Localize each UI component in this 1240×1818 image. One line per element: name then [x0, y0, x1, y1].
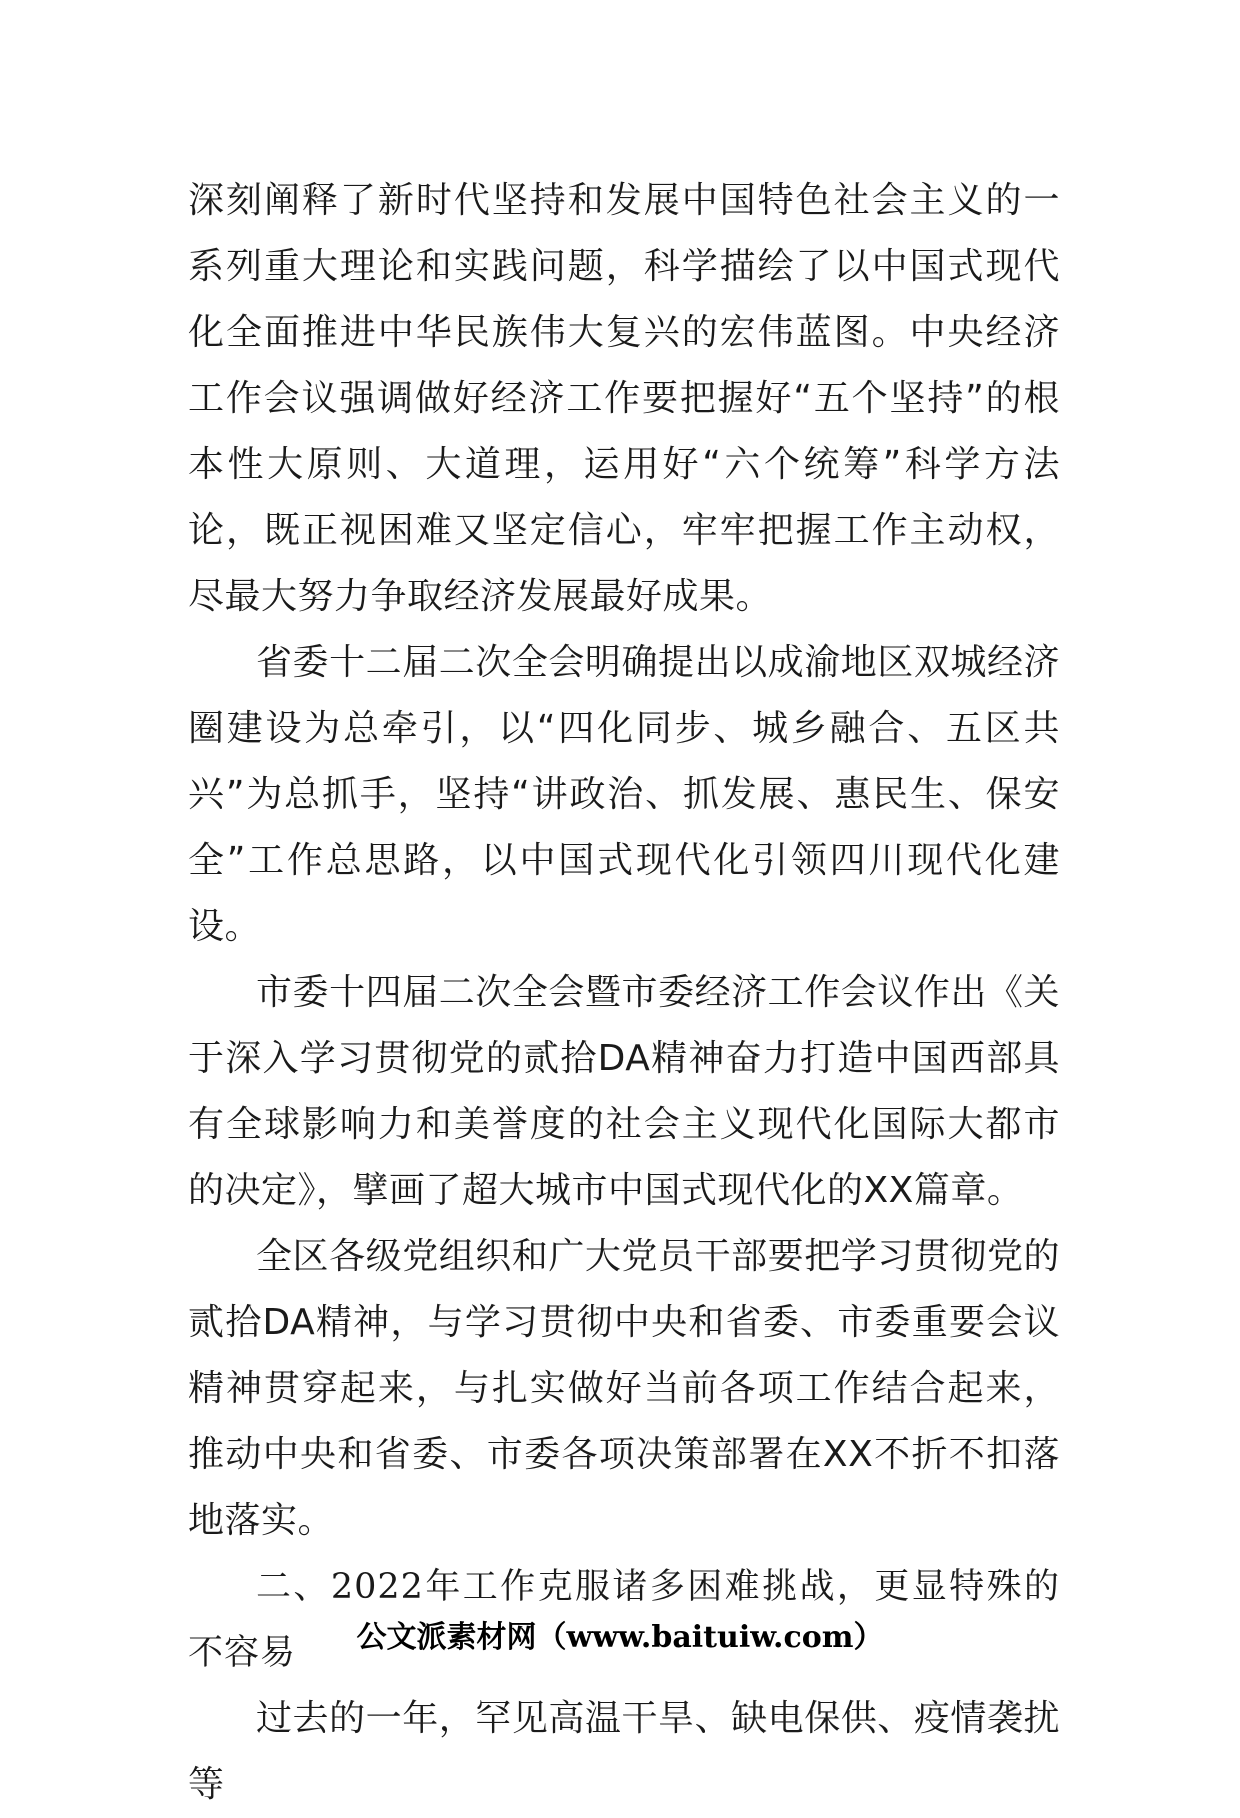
footer-watermark: 公文派素材网（www.baituiw.com） [356, 1620, 884, 1655]
paragraph-past-year: 过去的一年，罕见高温干旱、缺电保供、疫情袭扰等 [188, 1698, 1060, 1805]
paragraph-continued: 深刻阐释了新时代坚持和发展中国特色社会主义的一系列重大理论和实践问题，科学描绘了以中国式现代化全面推进中华民族伟大复兴的宏伟蓝图。中央经济工作会议强调做好经济工作要把握好“五个坚持”的根本性大原则、大道理，运用好“六个统筹”科学方法论，既正视困难又坚定信心，牢牢把握工作主动权，尽最大努力争取经济发展最好成果。 [188, 180, 1060, 617]
paragraph-provincial-plenum: 省委十二届二次全会明确提出以成渝地区双城经济圈建设为总牵引，以“四化同步、城乡融合、五区共兴”为总抓手，坚持“讲政治、抓发展、惠民生、保安全”工作总思路，以中国式现代化引领四川现代化建设。 [188, 642, 1060, 947]
paragraph-municipal-plenum: 市委十四届二次全会暨市委经济工作会议作出《关于深入学习贯彻党的贰拾DA精神奋力打造中国西部具有全球影响力和美誉度的社会主义现代化国际大都市的决定》，擘画了超大城市中国式现代化的XX篇章。 [188, 972, 1060, 1211]
section-heading: 二、2022年工作克服诸多困难挑战，更显特殊的不容易 [188, 1567, 1060, 1673]
document-body [188, 168, 1060, 1818]
paragraph-district-implementation: 全区各级党组织和广大党员干部要把学习贯彻党的贰拾DA精神，与学习贯彻中央和省委、市委重要会议精神贯穿起来，与扎实做好当前各项工作结合起来，推动中央和省委、市委各项决策部署在XX不折不扣落地落实。 [188, 1236, 1060, 1541]
